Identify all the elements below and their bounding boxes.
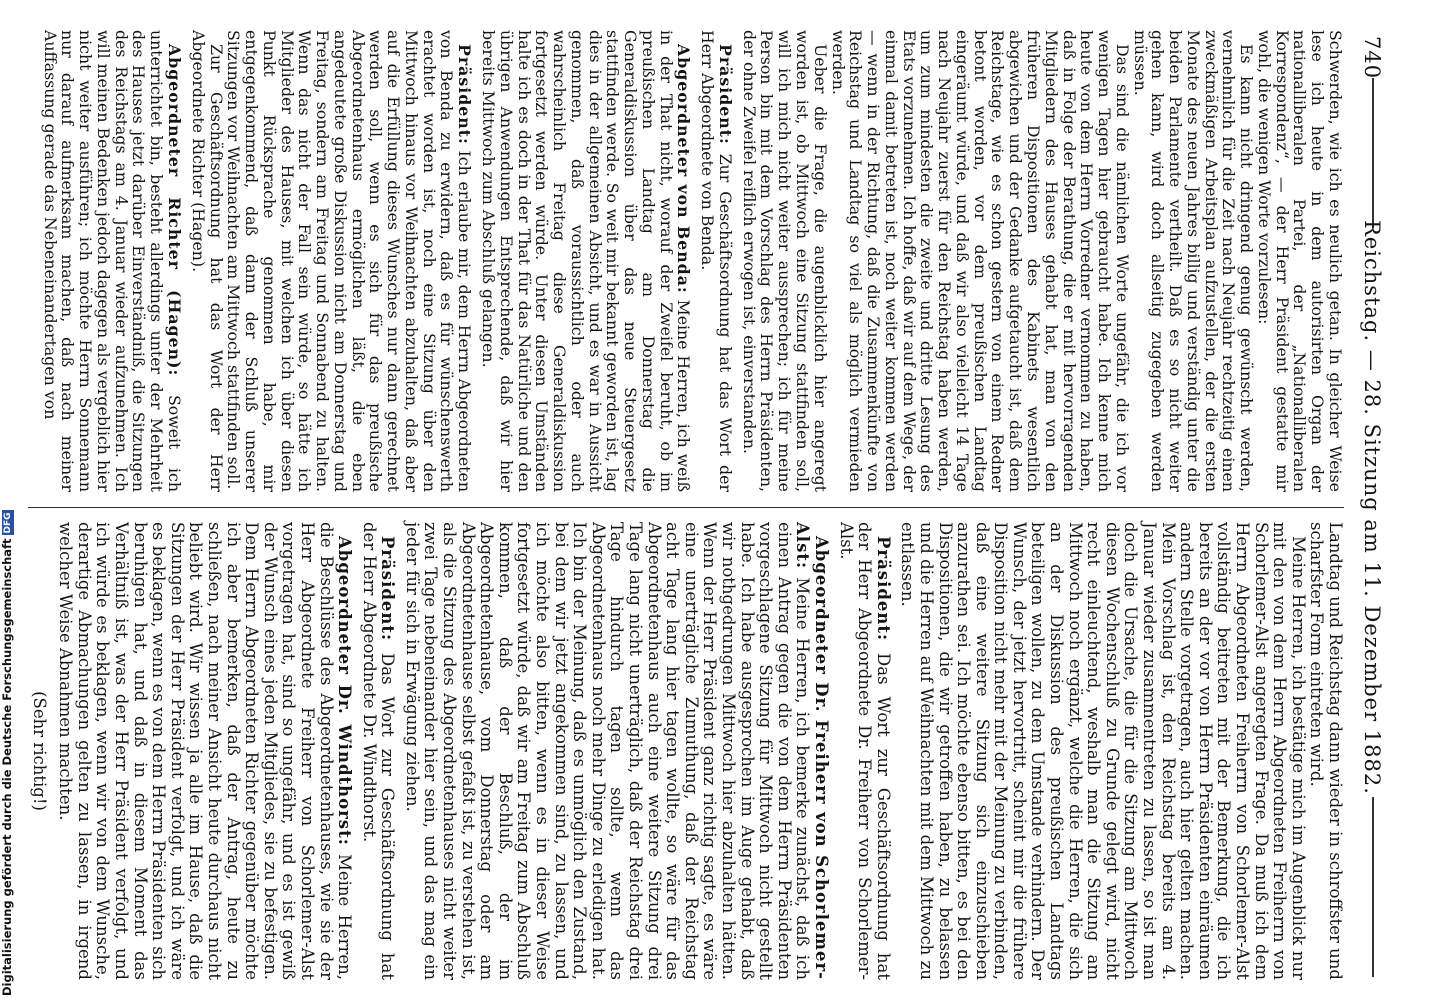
credit-text: Digitalisierung gefördert durch die Deutsche Forschungsgemeinschaft xyxy=(0,538,14,996)
paragraph xyxy=(698,30,734,492)
paragraph xyxy=(402,522,830,980)
page-title: Reichstag. — 28. Sitzung am 11. Dezember 1882. xyxy=(1360,220,1384,795)
paragraph-text: Ich erlaube mir, dem Herrn Abgeordneten von Benda zu erwidern, daß es für wünschenswerth erachtet worden ist, noch eine Sitzung über den Mittwoch hinaus vor Weihnachten abzuhalten, daß aber auf die Erfüllung dieses Wunsches nur dann gerechnet werden soll, wenn es sich für das preußische Abgeordnetenhaus ermöglichen läßt, die eben angedeutete große Diskussion nicht am Donnerstag und Freitag, sondern am Freitag und Sonnabend zu halten. Wenn das nicht der Fall sein würde, so hätte ich Mitglieder des Hauses, mit welchen ich über diesen Punkt Rücksprache genommen habe, mir entgegenkommend, daß dann der Schluß unserer Sitzungen vor Weihnachten am Mittwoch stattfinden soll. xyxy=(224,30,475,492)
paragraph xyxy=(1131,30,1255,492)
left-column xyxy=(28,30,1344,492)
right-column xyxy=(28,522,1344,980)
paragraph-text: Meine Herren, ich bestätige mich im Augenblick nur mit den von dem Herrn Abgeordneten Freiherrn von Schorlemer-Alst angeregten Frage. Da muß ich dem Herrn Abgeordneten Freiherrn von Schorlemer-Alst vollständig beitreten mit der Bemerkung, die ich bereits an der vor von Herrn Präsidenten einräumen andern Stelle vorgetragen, auch hier gelten machen. Mein Vorschlag ist, den Reichstag bereits am 4. Januar wieder zusammentreten zu lassen, so ist man doch die Ursache, die für die Sitzung am Mittwoch diesen Wochenschluß zu Grunde gelegt wird, nicht recht einleuchtend, weshalb man die Sitzung am Mittwoch noch ergänzt, welche die Herren, die sich an der Diskussion des preußischen Landtags beteiligen wollen, zu dem Umstande verhindern. Der Wunsch, der jetzt hervortritt, scheint mir die frühere Disposition nicht mehr mit der Meinung zu verbinden, daß eine weitere Sitzung sich einzuschieben anzurathen sei. Ich möchte ebenso bitten, es bei den Dispositionen, die wir getroffen haben, zu belassen und die Herren auf Weihnachten mit dem Mittwoch zu entlassen. xyxy=(898,522,1308,980)
paragraph xyxy=(29,522,48,980)
speaker-name: Abgeordneter Richter (Hagen): xyxy=(165,44,184,377)
paragraph xyxy=(829,30,1131,492)
speaker-name: Abgeordneter von Benda: xyxy=(674,44,694,294)
paragraph-text: Zur Geschäftsordnung hat das Wort der Herr Abgeordnete von Benda. xyxy=(698,30,735,492)
page-header xyxy=(1354,30,1388,985)
digitization-credit xyxy=(0,0,14,1000)
paragraph-text: Es kann nicht dringend genug gewünscht werden, vernehmlich für die Zeit nach Neujahr rechtzeitig einen zweckmäßigen Arbeitsplan aufzustellen, der die ersten Monate des neuen Jahres billig und verständig unter die beiden Parlamente vertheilt. Daß es so nicht weiter gehen kann, wird doch allseitig zugegeben werden müssen. xyxy=(1130,30,1257,492)
speaker-name: Präsident: xyxy=(873,536,893,642)
paragraph-text: Das Wort zur Geschäftsordnung hat der Herr Abgeordnete Dr. Windthorst. xyxy=(359,522,398,980)
paragraph-text: Meine Herren, ich bemerke zunächst, daß ich einen Antrag gegen die von dem Herrn Präsidenten vorgeschlagene Sitzung für Mittwoch nicht gestellt habe. Ich habe ausgesprochen im Auge gehabt, daß wir nothgedrungen Mittwoch hier abzuhalten hätten. Wenn der Herr Präsident ganz richtig sagte, es wäre eine unerträgliche Zumuthung, daß der Reichstag acht Tage lang hier tagen wollte, so wäre für das Abgeordnetenhaus auch eine weitere Sitzung drei Tage lang nicht unerträglich, daß der Reichstag drei Tage hindurch tagen sollte, wenn das Abgeordnetenhaus noch mehr Dinge zu erledigen hat. Ich bin der Meinung, daß es unmöglich den Zustand, bei dem wir jetzt angekommen sind, zu lassen, und ich möchte also bitten, wenn es in dieser Weise fortgesetzt würde, daß wir am Freitag zum Abschluß kommen, daß der Beschluß, der im Abgeordnetenhause, vom Donnerstag oder am Abgeordnetenhause selbst gefaßt ist, zu verstehen ist, als die Sitzung des Abgeordnetenhauses nicht weiter zwei Tage nebeneinander hier sein, und das mag ein jeder für sich in Erwägung ziehen. xyxy=(402,522,813,980)
paragraph xyxy=(359,522,396,980)
paragraph xyxy=(1307,522,1344,980)
paragraph xyxy=(56,522,354,980)
speaker-name: Abgeordneter Dr. Windthorst: xyxy=(335,536,355,846)
paragraph-text: Landtag und Reichstag dann wieder in schroffster und scharfster Form eintreten wird. xyxy=(1307,522,1345,980)
paragraph xyxy=(898,522,1307,980)
paragraph-text: Schwerden, wie ich es neulich getan. In gleicher Weise lese ich heute in dem autorisirten Organ der nationalliberalen Partei, der „Nationalliberalen Korrespondenz“, — der Herr Präsident gestatte mir wohl, die wenigen Worte vorzulesen: xyxy=(1254,30,1345,492)
paragraph-text: (Sehr richtig!) xyxy=(29,691,49,811)
paragraph-text: Das Wort zur Geschäftsordnung hat der Herr Abgeordnete Dr. Freiherr von Schorlemer-Alst. xyxy=(836,522,893,980)
paragraph xyxy=(189,30,225,492)
speaker-name: Abgeordneter Dr. Freiherr von Schorlemer-Alst: xyxy=(793,522,831,980)
paragraph-text: Meine Herren, die Beschlüsse des Abgeordnetenhauses, wie sie der Herr Abgeordnete Freiherr von Schorlemer-Alst vorgetragen hat, sind so ungefähr, und es ist gewiß der Wunsch eines jeden Mitgliedes, sie zu befestigen. Dem Herrn Abgeordneten Richter gegenüber möchte ich aber bemerken, daß der Antrag, heute zu schließen, nach meiner Ansicht heute durchaus nicht beliebt wird. Wir wissen ja alle im Hause, daß die Sitzungen der Herr Präsident verfolgt, und ich wäre es beklagen, wenn es von dem Herrn Präsidenten sich beruhigen hat, und daß in diesem Moment das Verhältniß ist, was der Herr Präsident verfolgt, und ich würde es beklagen, wenn wir von dem Wunsche, derartige Abmachungen gelten zu lassen, in irgend welcher Weise Abnahmen machten. xyxy=(56,522,355,981)
paragraph xyxy=(41,30,183,492)
speaker-name: Präsident: xyxy=(455,44,475,145)
dfg-logo: DFG xyxy=(3,512,13,534)
paragraph-text: Ueber die Frage, die augenblicklich hier angeregt worden ist, ob Mittwoch eine Sitzung stattfinden soll, will ich mich nicht weiter aussprechen; ich für meine Person bin mit dem Vorschlag des Herrn Präsidenten, der ohne Zweifel reiflich erwogen ist, einverstanden. xyxy=(739,30,830,492)
header-rule-right xyxy=(1372,797,1374,977)
paragraph xyxy=(740,30,829,492)
newspaper-page xyxy=(28,30,1388,985)
paragraph-text: Zur Geschäftsordnung hat das Wort der Herr Abgeordnete Richter (Hagen). xyxy=(188,30,226,492)
paragraph-text: Soweit ich unterrichtet bin, besteht allerdings unter der Mehrheit des Hauses jetzt darüber Einverständniß, die Sitzungen des Reichstags am 4. Januar wieder aufzunehmen. Ich will meinen Bedenken jedoch dagegen als vergeblich hier nicht weiter ausführen; ich möchte Herrn Sonnemann nur darauf aufmerksam machen, daß nach meiner Auffassung gerade das Nebeneinandertagen von xyxy=(40,30,184,492)
speaker-name: Präsident: xyxy=(715,44,735,145)
paragraph xyxy=(479,30,692,492)
page-number: 740 xyxy=(1360,36,1384,80)
column-divider xyxy=(28,507,1344,508)
paragraph-text: Das sind die nämlichen Worte ungefähr, die ich vor wenigen Tagen hier gebraucht habe. Ich kenne mich heute von dem Herrn Vorredner vernommen zu haben, daß in Folge der Berathung, die er mit hervorragenden Mitgliedern des Hauses gehabt hat, man von den früheren Dispositionen des Kabinets wesentlich abgewichen und der Gedanke aufgetaucht ist, daß dem Reichstage, wie es schon gestern von einem Redner betont worden, vor dem preußischen Landtag eingeräumt würde, und daß wir also vielleicht 14 Tage nach Neujahr zuerst für den Reichstag haben werden, um zum mindesten die zweite und dritte Lesung des Etats vorzunehmen. Ich hoffe, daß wir auf dem Wege, der einmal damit betreten ist, noch weiter kommen werden — wenn in der Richtung, daß die Zusammenkünfte von Reichstag und Landtag so viel als möglich vermieden werden. xyxy=(828,30,1132,492)
paragraph-text: Meine Herren, ich weiß in der That nicht, worauf der Zweifel beruht, ob im preußischen Landtag am Donnerstag die Generaldiskussion über das neue Steuergesetz stattfinden werde. So weit mir bekannt geworden ist, lag dies in der allgemeinen Absicht, und es war in Aussicht genommen, daß voraussichtlich oder auch wahrscheinlich Freitag diese Generaldiskussion fortgesetzt werden würde. Unter diesen Umständen halte ich es doch in der That für das Natürliche und den übrigen Anwendungen Entsprechende, daß wir hier bereits Mittwoch zum Abschluß gelangen. xyxy=(479,30,694,492)
speaker-name: Präsident: xyxy=(378,536,398,642)
paragraph xyxy=(836,522,892,980)
paragraph xyxy=(225,30,474,492)
paragraph xyxy=(1255,30,1344,492)
